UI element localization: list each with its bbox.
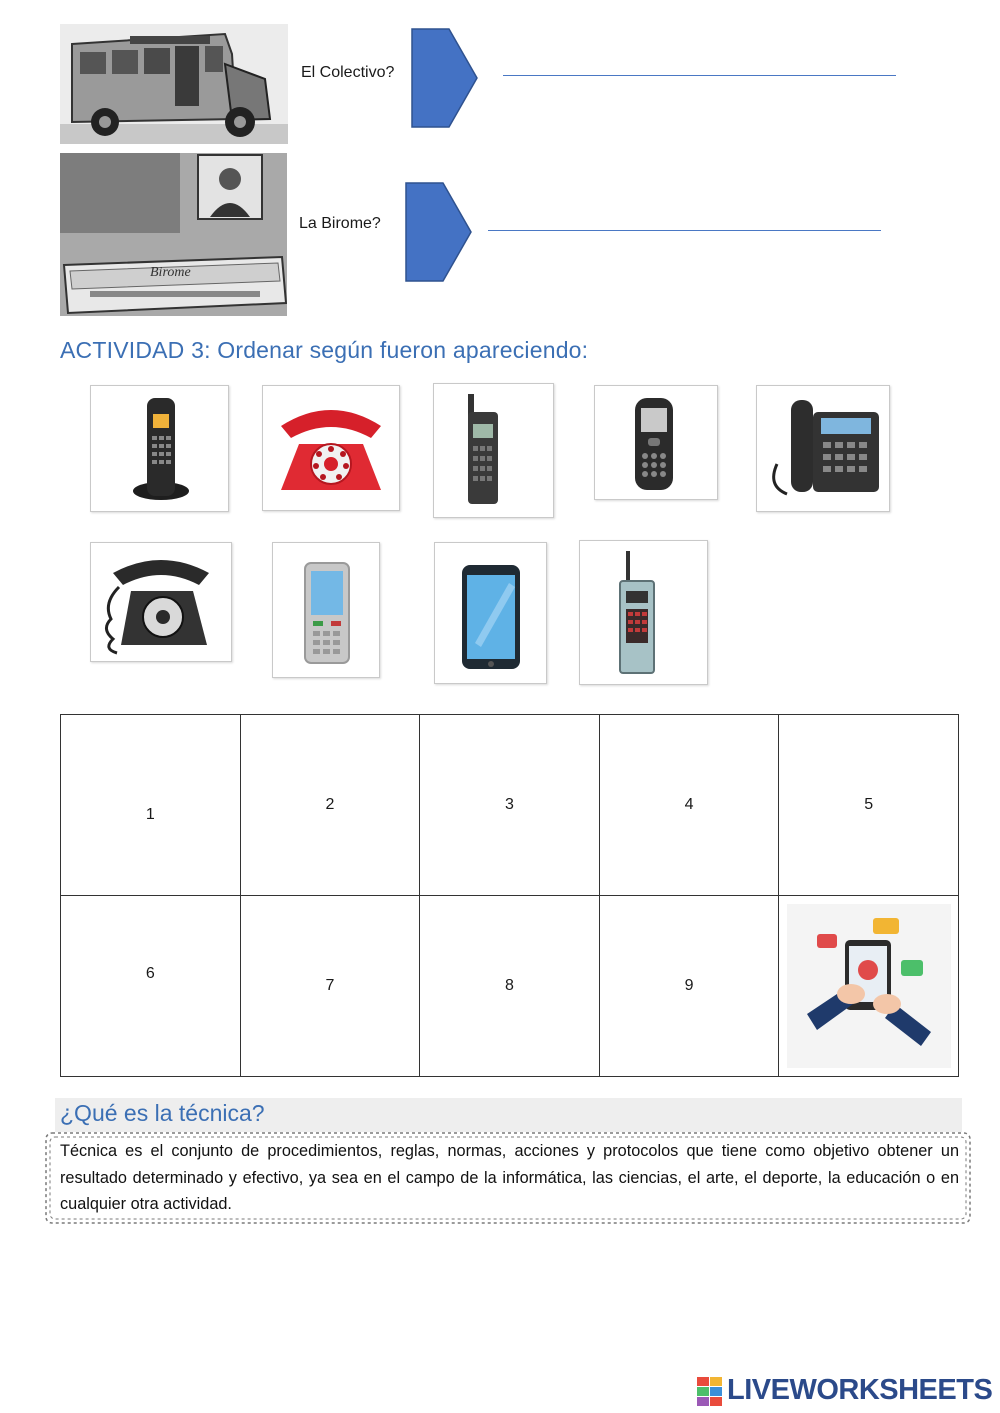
slot-number: 3 — [505, 796, 514, 813]
black-rotary-phone-icon — [91, 543, 231, 661]
slot-number: 8 — [505, 977, 514, 994]
answer-input-birome[interactable] — [488, 230, 881, 231]
order-slot-7[interactable] — [240, 896, 420, 1077]
phone-card-9[interactable] — [579, 540, 708, 685]
phone-card-4[interactable] — [594, 385, 718, 500]
bus-photo — [60, 24, 288, 144]
phone-card-8[interactable] — [434, 542, 547, 684]
order-slot-2[interactable] — [240, 715, 420, 896]
order-slot-5[interactable] — [779, 715, 959, 896]
office-desk-phone-icon — [757, 386, 889, 511]
tecnica-title: ¿Qué es la técnica? — [60, 1100, 265, 1126]
birome-case-caption: Birome — [150, 265, 191, 280]
phone-card-3[interactable] — [433, 383, 554, 518]
brick-cellphone-icon — [434, 384, 553, 517]
tecnica-definition: Técnica es el conjunto de procedimientos, reglas, normas, acciones y protocolos que tiene como objetivo obtener un resultado determinado y efectivo, ya sea en el campo de la informática, las ciencias, el arte, el deporte, la educación o en cualquier otra actividad. — [60, 1142, 959, 1213]
slot-number: 7 — [325, 977, 335, 994]
early-mobile-phone-icon — [580, 541, 707, 684]
order-slot-6[interactable] — [61, 896, 241, 1077]
order-slot-9[interactable] — [599, 896, 779, 1077]
classic-cellphone-icon — [595, 386, 717, 499]
order-slot-4[interactable] — [599, 715, 779, 896]
hands-smartphone-icon — [787, 904, 951, 1068]
slot-number: 2 — [325, 796, 335, 813]
social-media-illustration-cell — [779, 896, 959, 1077]
order-slot-1[interactable] — [61, 715, 241, 896]
question-birome-label: La Birome? — [299, 215, 381, 232]
slot-number: 1 — [145, 806, 155, 823]
slot-number: 6 — [145, 965, 155, 982]
order-slot-8[interactable] — [420, 896, 600, 1077]
answer-input-colectivo[interactable] — [503, 75, 896, 76]
phone-card-2[interactable] — [262, 385, 400, 511]
arrow-right-icon — [411, 28, 479, 128]
slot-number: 4 — [684, 796, 694, 813]
red-rotary-phone-icon — [263, 386, 399, 510]
order-slot-3[interactable] — [420, 715, 600, 896]
activity3-title: ACTIVIDAD 3: Ordenar según fueron apareciendo: — [60, 337, 589, 363]
question-colectivo-label: El Colectivo? — [301, 64, 395, 81]
phone-card-7[interactable] — [272, 542, 380, 678]
brand-name: LIVEWORKSHEETS — [727, 1374, 993, 1406]
phone-card-1[interactable] — [90, 385, 229, 512]
order-table — [60, 714, 959, 1077]
phone-card-6[interactable] — [90, 542, 232, 662]
silver-cellphone-icon — [273, 543, 379, 677]
slot-number: 5 — [864, 796, 874, 813]
phone-card-5[interactable] — [756, 385, 890, 512]
slot-number: 9 — [684, 977, 694, 994]
smartphone-icon — [435, 543, 546, 683]
arrow-right-icon — [405, 182, 473, 282]
liveworksheets-logo-icon — [697, 1376, 723, 1408]
cordless-phone-icon — [91, 386, 228, 511]
birome-photo — [60, 153, 287, 316]
